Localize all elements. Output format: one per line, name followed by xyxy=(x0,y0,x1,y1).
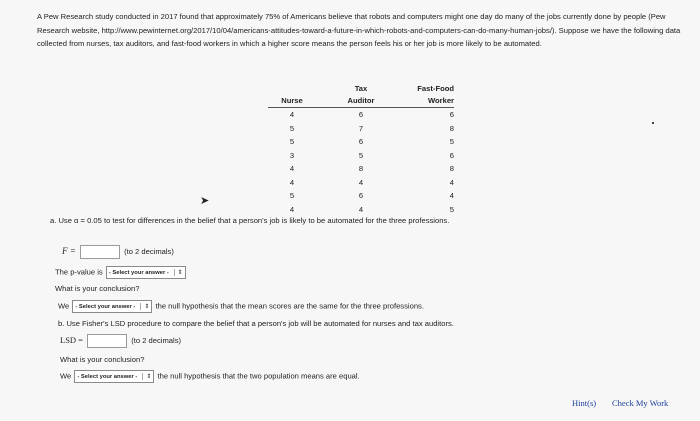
part-b-prompt: b. Use Fisher's LSD procedure to compare the belief that a person's job will be automated for nurses and tax auditors. xyxy=(58,319,454,328)
table-cell: 4 xyxy=(289,110,295,119)
conclusion-a-select[interactable] xyxy=(72,300,152,313)
data-table xyxy=(268,78,454,216)
table-cell: 6 xyxy=(358,110,364,119)
table-cell: 8 xyxy=(449,123,454,133)
table-cell: 5 xyxy=(289,123,295,133)
part-b-conclusion-question: What is your conclusion? xyxy=(60,355,145,364)
table-cell: 4 xyxy=(289,204,295,214)
problem-intro: A Pew Research study conducted in 2017 found that approximately 75% of Americans believe that robots and computers might one day do many of the jobs currently done by people (Pew Research website, http://www.pewinternet.org/2017/10/04/americans-attitudes-toward-a-future-in-which-robots-and-computers-can-do-many-human-jobs/). Suppose we have the following data collected from nurses, tax auditors, and fast-food workers in which a higher score means the person feels his or her job is more likely to be automated. xyxy=(37,12,681,48)
pvalue-select-text: - Select your answer - xyxy=(108,269,169,276)
part-a-prompt: a. Use α = 0.05 to test for differences in the belief that a person's job is likely to be automated for the three professions. xyxy=(50,216,450,225)
conclusion-a-select-text: - Select your answer - xyxy=(75,303,136,310)
table-cell: 5 xyxy=(449,204,454,214)
mouse-cursor-icon: ➤ xyxy=(200,195,210,207)
lsd-row xyxy=(60,334,181,348)
table-row xyxy=(268,176,454,190)
f-input[interactable] xyxy=(80,245,120,259)
header-fast-food-worker: Fast-Food Worker xyxy=(406,78,454,108)
pvalue-row xyxy=(55,266,187,279)
lsd-label: LSD = xyxy=(60,335,83,345)
lsd-hint: (to 2 decimals) xyxy=(131,336,182,345)
table-cell: 3 xyxy=(289,150,295,160)
conclusion-b-text: the null hypothesis that the two population means are equal. xyxy=(157,371,360,381)
table-cell: 4 xyxy=(358,204,364,214)
table-row xyxy=(268,149,454,163)
table-row xyxy=(268,122,454,136)
table-cell: 6 xyxy=(358,191,364,200)
table-row xyxy=(268,162,454,176)
table-cell: 5 xyxy=(449,137,454,146)
lsd-input[interactable] xyxy=(87,334,127,348)
select-arrows-icon: ⇕ xyxy=(140,303,149,310)
header-tax-auditor: Tax Auditor xyxy=(316,78,406,108)
conclusion-b-select-text: - Select your answer - xyxy=(77,373,138,380)
hint-link[interactable]: Hint(s) xyxy=(572,398,597,408)
table-cell: 4 xyxy=(449,191,454,200)
f-label: F = xyxy=(62,246,76,256)
we-label-b: We xyxy=(60,371,72,381)
table-cell: 4 xyxy=(289,164,295,173)
conclusion-b-select[interactable] xyxy=(74,370,154,383)
stray-dot xyxy=(652,122,654,124)
table-row xyxy=(268,135,454,149)
table-cell: 7 xyxy=(358,123,364,133)
table-cell: 4 xyxy=(289,177,295,187)
table-row xyxy=(268,108,454,122)
part-b-conclusion-row xyxy=(60,370,360,383)
table-cell: 6 xyxy=(358,137,364,146)
table-cell: 8 xyxy=(449,164,454,173)
table-row xyxy=(268,203,454,217)
pvalue-label: The p-value is xyxy=(55,267,103,277)
we-label: We xyxy=(58,301,70,311)
header-nurse: Nurse xyxy=(268,78,316,108)
table-cell: 5 xyxy=(358,150,364,160)
table-cell: 4 xyxy=(449,177,454,187)
table-cell: 4 xyxy=(358,177,364,187)
part-a-conclusion-row xyxy=(58,300,424,313)
conclusion-a-text: the null hypothesis that the mean scores are the same for the three professions. xyxy=(155,301,424,311)
table-row xyxy=(268,189,454,203)
pvalue-select[interactable] xyxy=(106,266,186,279)
table-cell: 8 xyxy=(358,164,364,173)
f-row xyxy=(62,245,174,259)
select-arrows-icon: ⇕ xyxy=(142,373,151,380)
select-arrows-icon: ⇕ xyxy=(174,269,183,276)
table-cell: 6 xyxy=(449,150,454,160)
table-cell: 6 xyxy=(449,110,454,119)
table-cell: 5 xyxy=(289,137,295,146)
f-hint: (to 2 decimals) xyxy=(124,247,174,256)
part-a-conclusion-question: What is your conclusion? xyxy=(55,284,140,293)
check-my-work-link[interactable]: Check My Work xyxy=(612,398,669,408)
table-cell: 5 xyxy=(289,191,295,200)
